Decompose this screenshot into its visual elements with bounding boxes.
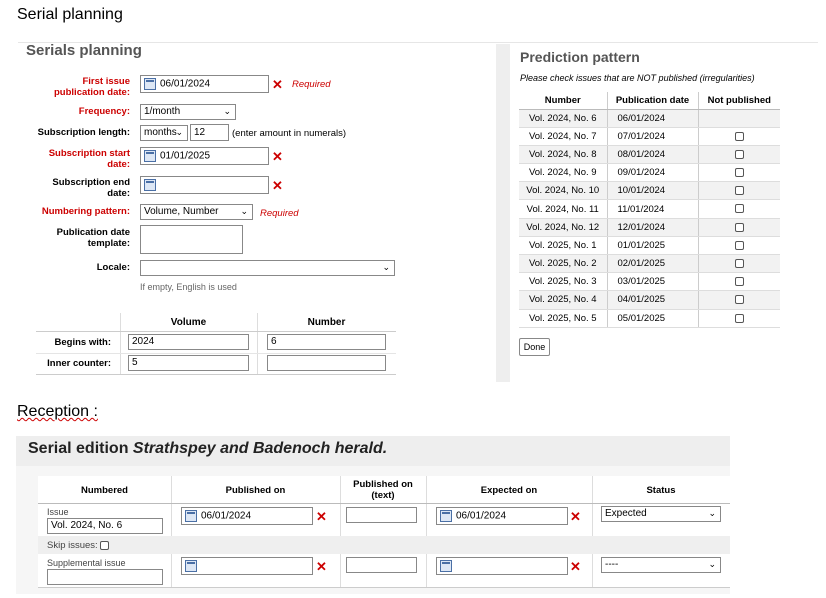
publication-date: 12/01/2024	[607, 218, 698, 236]
publication-date-column-header: Publication date	[607, 92, 698, 109]
expected-on-header: Expected on	[480, 485, 538, 496]
locale-select[interactable]	[140, 260, 395, 276]
length-amount-input[interactable]: 12	[190, 124, 229, 141]
publication-date: 06/01/2024	[607, 109, 698, 127]
clear-icon[interactable]: ✕	[272, 77, 283, 92]
calendar-icon[interactable]	[144, 78, 156, 90]
chevron-down-icon: ⌄	[240, 206, 248, 216]
calendar-icon[interactable]	[144, 179, 156, 191]
first-issue-input[interactable]: 06/01/2024	[140, 75, 269, 93]
publication-date-template-label: Publication date template:	[56, 227, 130, 249]
supp-expected-on-input[interactable]	[436, 557, 568, 575]
not-published-checkbox[interactable]	[735, 241, 744, 250]
prediction-row	[519, 309, 780, 327]
subscription-end-label: Subscription end date:	[52, 177, 130, 199]
issue-number: Vol. 2024, No. 7	[519, 127, 607, 145]
subscription-length-label: Subscription length:	[37, 127, 130, 138]
subscription-start-label: Subscription start date:	[48, 148, 130, 170]
published-text-header: Published on (text)	[353, 479, 413, 501]
clear-icon[interactable]: ✕	[570, 559, 581, 574]
publication-date-template-input[interactable]	[140, 225, 243, 254]
first-issue-label: First issue publication date:	[54, 76, 130, 98]
chevron-down-icon: ⌄	[708, 559, 716, 569]
calendar-icon[interactable]	[440, 560, 452, 572]
prediction-note: Please check issues that are NOT published (irregularities)	[520, 73, 755, 83]
not-published-column-header: Not published	[698, 92, 780, 109]
numbering-pattern-label: Numbering pattern:	[41, 206, 130, 217]
chevron-down-icon: ⌄	[223, 106, 231, 116]
status-select[interactable]: Expected ⌄	[601, 506, 721, 522]
not-published-checkbox[interactable]	[735, 277, 744, 286]
publication-date: 05/01/2025	[607, 309, 698, 327]
reception-table	[38, 476, 730, 588]
not-published-checkbox[interactable]	[735, 314, 744, 323]
required-note: Required	[260, 208, 299, 219]
issue-number: Vol. 2024, No. 10	[519, 182, 607, 200]
issue-number: Vol. 2024, No. 9	[519, 164, 607, 182]
inner-volume-input[interactable]: 5	[128, 355, 249, 371]
not-published-cell	[698, 145, 780, 163]
not-published-checkbox[interactable]	[735, 295, 744, 304]
supp-published-text-input[interactable]	[346, 557, 417, 573]
publication-date: 02/01/2025	[607, 255, 698, 273]
frequency-label: Frequency:	[78, 106, 130, 117]
begins-number-input[interactable]: 6	[267, 334, 386, 350]
publication-date: 01/01/2025	[607, 236, 698, 254]
chevron-down-icon: ⌄	[175, 127, 183, 137]
clear-icon[interactable]: ✕	[272, 149, 283, 164]
supplemental-input[interactable]	[47, 569, 163, 585]
not-published-checkbox[interactable]	[735, 150, 744, 159]
not-published-checkbox[interactable]	[735, 259, 744, 268]
not-published-cell	[698, 218, 780, 236]
issue-number-input[interactable]: Vol. 2024, No. 6	[47, 518, 163, 534]
not-published-checkbox[interactable]	[735, 204, 744, 213]
inner-number-input[interactable]	[267, 355, 386, 371]
calendar-icon[interactable]	[185, 510, 197, 522]
serial-edition-title: Serial edition Strathspey and Badenoch herald.	[28, 440, 388, 457]
prediction-row	[519, 255, 780, 273]
prediction-pattern-title: Prediction pattern	[520, 49, 640, 65]
prediction-row	[519, 291, 780, 309]
number-column-header: Number	[519, 92, 607, 109]
serial-planning-heading: Serial planning	[17, 6, 123, 23]
prediction-row	[519, 164, 780, 182]
frequency-select[interactable]: 1/month ⌄	[140, 104, 236, 120]
subscription-start-input[interactable]: 01/01/2025	[140, 147, 269, 165]
inner-counter-label: Inner counter:	[47, 358, 111, 369]
issue-number: Vol. 2025, No. 1	[519, 236, 607, 254]
prediction-row	[519, 127, 780, 145]
publication-date: 10/01/2024	[607, 182, 698, 200]
done-button[interactable]: Done	[519, 338, 550, 356]
locale-label: Locale:	[96, 262, 130, 273]
serials-planning-title: Serials planning	[26, 42, 142, 59]
publication-date: 08/01/2024	[607, 145, 698, 163]
begins-volume-input[interactable]: 2024	[128, 334, 249, 350]
skip-issues: Skip issues:	[47, 540, 109, 551]
not-published-checkbox[interactable]	[735, 186, 744, 195]
locale-hint: If empty, English is used	[140, 282, 237, 292]
published-on-header: Published on	[225, 485, 286, 496]
clear-icon[interactable]: ✕	[570, 509, 581, 524]
required-note: Required	[292, 79, 331, 90]
numbering-table	[36, 313, 396, 375]
issue-number: Vol. 2025, No. 4	[519, 291, 607, 309]
issue-number: Vol. 2024, No. 6	[519, 109, 607, 127]
subscription-end-input[interactable]	[140, 176, 269, 194]
not-published-cell	[698, 236, 780, 254]
not-published-cell	[698, 309, 780, 327]
prediction-row	[519, 236, 780, 254]
not-published-cell	[698, 291, 780, 309]
prediction-row	[519, 182, 780, 200]
calendar-icon[interactable]	[440, 510, 452, 522]
publication-date: 04/01/2025	[607, 291, 698, 309]
prediction-row	[519, 200, 780, 218]
clear-icon[interactable]: ✕	[316, 559, 327, 574]
supp-status-select[interactable]: ---- ⌄	[601, 557, 721, 573]
supplemental-label: Supplemental issue	[47, 558, 126, 568]
volume-header: Volume	[170, 317, 207, 328]
prediction-row	[519, 218, 780, 236]
published-text-input[interactable]	[346, 507, 417, 523]
chevron-down-icon: ⌄	[708, 508, 716, 518]
not-published-cell	[698, 182, 780, 200]
issue-label: Issue	[47, 507, 69, 517]
prediction-row	[519, 145, 780, 163]
length-unit-select[interactable]: months ⌄	[140, 125, 188, 141]
not-published-cell	[698, 109, 780, 127]
publication-date: 09/01/2024	[607, 164, 698, 182]
clear-icon[interactable]: ✕	[316, 509, 327, 524]
not-published-cell	[698, 164, 780, 182]
not-published-checkbox[interactable]	[735, 168, 744, 177]
numbering-pattern-select[interactable]: Volume, Number ⌄	[140, 204, 253, 220]
numbered-header: Numbered	[81, 485, 128, 496]
supp-published-on-input[interactable]	[181, 557, 313, 575]
published-on-input[interactable]: 06/01/2024	[181, 507, 313, 525]
length-hint: (enter amount in numerals)	[232, 128, 347, 139]
issue-number: Vol. 2024, No. 11	[519, 200, 607, 218]
issue-number: Vol. 2024, No. 12	[519, 218, 607, 236]
expected-on-input[interactable]: 06/01/2024	[436, 507, 568, 525]
calendar-icon[interactable]	[144, 150, 156, 162]
status-header: Status	[646, 485, 676, 496]
calendar-icon[interactable]	[185, 560, 197, 572]
skip-issues-checkbox[interactable]	[100, 541, 109, 550]
chevron-down-icon: ⌄	[382, 262, 390, 272]
issue-number: Vol. 2025, No. 5	[519, 309, 607, 327]
clear-icon[interactable]: ✕	[272, 178, 283, 193]
publication-date: 11/01/2024	[607, 200, 698, 218]
not-published-cell	[698, 127, 780, 145]
publication-date: 07/01/2024	[607, 127, 698, 145]
not-published-cell	[698, 273, 780, 291]
prediction-row	[519, 109, 780, 127]
issue-number: Vol. 2025, No. 3	[519, 273, 607, 291]
number-header: Number	[307, 317, 346, 328]
not-published-cell	[698, 255, 780, 273]
prediction-table	[519, 92, 780, 328]
reception-heading: Reception :	[17, 403, 98, 420]
issue-number: Vol. 2024, No. 8	[519, 145, 607, 163]
not-published-checkbox[interactable]	[735, 132, 744, 141]
issue-number: Vol. 2025, No. 2	[519, 255, 607, 273]
not-published-cell	[698, 200, 780, 218]
publication-date: 03/01/2025	[607, 273, 698, 291]
panel-divider	[496, 44, 510, 382]
prediction-row	[519, 273, 780, 291]
not-published-checkbox[interactable]	[735, 223, 744, 232]
begins-with-label: Begins with:	[54, 337, 111, 348]
